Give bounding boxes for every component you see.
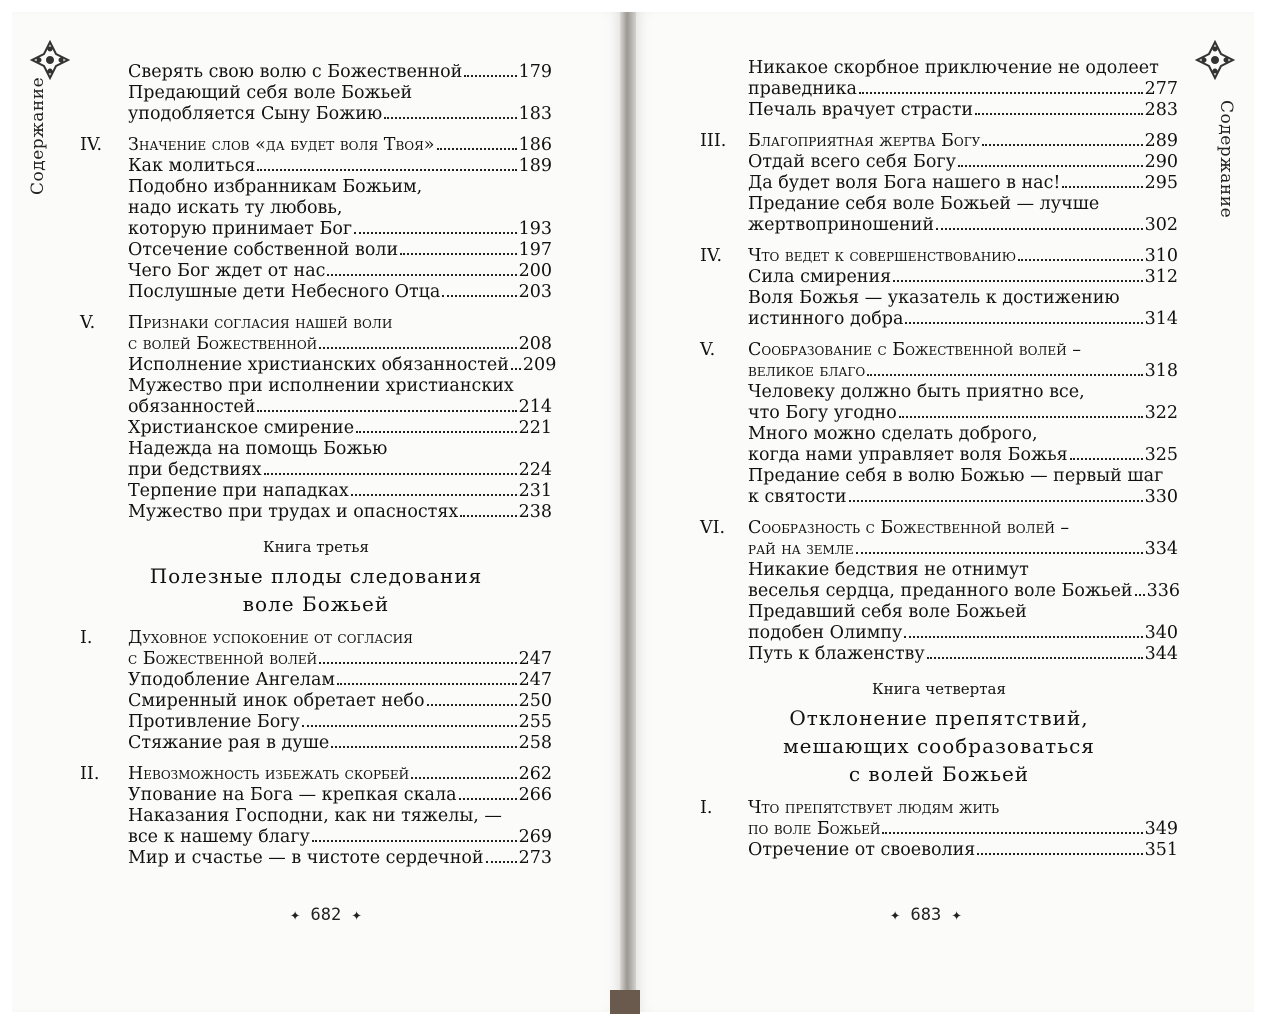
page-ref: 179 [518, 62, 552, 82]
toc-entry [700, 58, 1178, 100]
page-ref: 203 [518, 282, 552, 302]
entry-title: рай на земле [748, 539, 854, 559]
entry-title: с волей Божественной [128, 334, 318, 354]
leader-dots [257, 169, 516, 171]
page-ref: 340 [1144, 623, 1178, 643]
leader-dots [302, 725, 517, 727]
leader-dots [411, 777, 517, 779]
toc-entry [80, 62, 552, 83]
toc-entry [80, 502, 552, 523]
entry-title: когда нами управляет воля Божья [748, 445, 1068, 465]
page-ref: 351 [1144, 840, 1178, 860]
page-ref: 193 [518, 219, 552, 239]
toc-entry [80, 156, 552, 177]
book-title [80, 562, 552, 618]
leader-dots [351, 494, 517, 496]
entry-title: Значение слов «да будет воля Твоя» [128, 135, 435, 155]
entry-title-line: Никакое скорбное приключение не одолеет [748, 58, 1159, 78]
entry-title: Отдай всего себя Богу [748, 152, 956, 172]
entry-title: Сверять свою волю с Божественной [128, 62, 463, 82]
entry-title-line: Никакие бедствия не отнимут [748, 560, 1029, 580]
toc-entry [80, 261, 552, 282]
page-ref: 221 [518, 418, 552, 438]
leader-dots [1135, 594, 1145, 596]
page-ref: 344 [1144, 644, 1178, 664]
page-ref: 183 [518, 104, 552, 124]
leader-dots [927, 657, 1143, 659]
toc-entry [700, 798, 1178, 840]
leader-dots [264, 473, 517, 475]
page-ref: 200 [518, 261, 552, 281]
leader-dots [893, 280, 1142, 282]
toc-entry [700, 152, 1178, 173]
leader-dots [327, 274, 516, 276]
book-label: Книга третья [263, 538, 369, 556]
folio-left: 682 [310, 905, 342, 925]
entry-title: подобен Олимпу [748, 623, 903, 643]
book-title-line: мешающих сообразоваться [783, 734, 1095, 758]
leader-dots [856, 552, 1143, 554]
entry-title: уподобляется Сыну Божию [128, 104, 383, 124]
entry-title: Стяжание рая в душе [128, 733, 330, 753]
toc-entry [80, 481, 552, 502]
leader-dots [460, 515, 516, 517]
entry-title: с Божественной волей [128, 649, 318, 669]
leader-dots [384, 117, 516, 119]
entry-title-line: Предание себя воле Божьей — лучше [748, 194, 1100, 214]
toc-entry [700, 288, 1178, 330]
entry-title-line: Наказания Господни, как ни тяжелы, — [128, 806, 502, 826]
entry-title-line: Мужество при исполнении христианских [128, 376, 514, 396]
page-ref: 310 [1144, 246, 1178, 266]
toc-entry [80, 282, 552, 303]
toc-entry [80, 848, 552, 869]
chapter-number: VI. [700, 518, 726, 538]
toc-entry [80, 670, 552, 691]
toc-entry [80, 313, 552, 355]
toc-entry [80, 691, 552, 712]
page-ref: 189 [518, 156, 552, 176]
chapter-number: II. [80, 764, 100, 784]
page-ref: 349 [1144, 819, 1178, 839]
leader-dots [899, 416, 1143, 418]
toc-entry [80, 712, 552, 733]
toc-entry [700, 602, 1178, 644]
book-title [700, 704, 1178, 788]
page-ref: 277 [1144, 79, 1178, 99]
page-ref: 318 [1144, 361, 1178, 381]
chapter-number: III. [700, 131, 727, 151]
toc-entry [80, 240, 552, 261]
leader-dots [867, 374, 1142, 376]
toc-entry [700, 246, 1178, 267]
toc-entry [80, 418, 552, 439]
entry-title-line: Предавший себя воле Божьей [748, 602, 1027, 622]
leader-dots [882, 832, 1142, 834]
toc-entry [80, 83, 552, 125]
entry-title: Христианское смирение [128, 418, 355, 438]
page-ref: 312 [1144, 267, 1178, 287]
entry-title: что Богу угодно [748, 403, 897, 423]
page-ref: 250 [518, 691, 552, 711]
leader-dots [427, 704, 517, 706]
leader-dots [356, 431, 517, 433]
entry-title: обязанностей [128, 397, 256, 417]
leader-dots [859, 92, 1143, 94]
toc-entry [80, 177, 552, 240]
spine-edge [610, 990, 640, 1014]
page-ref: 325 [1144, 445, 1178, 465]
toc-entry [80, 733, 552, 754]
leader-dots [459, 798, 517, 800]
entry-title: Как молиться [128, 156, 256, 176]
entry-title: истинного добра [748, 309, 904, 329]
entry-title-line: Предание себя в волю Божью — первый шаг [748, 466, 1164, 486]
running-head-right: Содержание [1216, 100, 1236, 219]
leader-dots [442, 295, 516, 297]
toc-right [700, 58, 1178, 861]
entry-title: Смиренный инок обретает небо [128, 691, 425, 711]
page-ref: 334 [1144, 539, 1178, 559]
leader-dots [319, 347, 516, 349]
entry-title: Что ведет к совершенствованию [748, 246, 1017, 266]
entry-title: Противление Богу [128, 712, 300, 732]
toc-entry [700, 382, 1178, 424]
entry-title-line: Духовное успокоение от согласия [128, 628, 413, 648]
page-ref: 322 [1144, 403, 1178, 423]
page-ref: 262 [518, 764, 552, 784]
page-ref: 290 [1144, 152, 1178, 172]
toc-entry [80, 785, 552, 806]
folio-right: 683 [910, 905, 942, 925]
page-ref: 269 [518, 827, 552, 847]
chapter-number: I. [80, 628, 93, 648]
entry-title: Невозможность избежать скорбей [128, 764, 410, 784]
book-title-line: Полезные плоды следования [149, 564, 483, 588]
entry-title-line: надо искать ту любовь, [128, 198, 343, 218]
chapter-number: V. [700, 340, 716, 360]
chapter-number: V. [80, 313, 96, 333]
toc-entry [700, 466, 1178, 508]
leader-dots [958, 165, 1143, 167]
entry-title-line: Надежда на помощь Божью [128, 439, 388, 459]
toc-entry [700, 840, 1178, 861]
page-ref: 336 [1146, 581, 1180, 601]
book-title-line: Отклонение препятствий, [789, 706, 1089, 730]
leader-dots [905, 322, 1142, 324]
book-title-line: воле Божьей [242, 592, 390, 616]
page-ref: 283 [1144, 100, 1178, 120]
entry-title: Терпение при нападках [128, 481, 349, 501]
leader-dots [486, 861, 517, 863]
toc-entry [700, 267, 1178, 288]
toc-entry [80, 376, 552, 418]
entry-title: Послушные дети Небесного Отца [128, 282, 441, 302]
toc-entry [700, 424, 1178, 466]
book-label: Книга четвертая [872, 680, 1006, 698]
page-ref: 238 [518, 502, 552, 522]
entry-title-line: Человеку должно быть приятно все, [748, 382, 1085, 402]
entry-title: Уподобление Ангелам [128, 670, 336, 690]
entry-title-line: Подобно избранникам Божьим, [128, 177, 423, 197]
toc-entry [700, 560, 1178, 602]
page-ref: 247 [518, 670, 552, 690]
page-ref: 209 [522, 355, 557, 375]
page-ref: 330 [1144, 487, 1178, 507]
leader-dots [337, 683, 517, 685]
entry-title: Чего Бог ждет от нас [128, 261, 326, 281]
leader-dots [1062, 186, 1142, 188]
leader-dots [354, 232, 517, 234]
entry-title: Отречение от своеволия [748, 840, 976, 860]
entry-title: Печаль врачует страсти [748, 100, 974, 120]
toc-entry [700, 644, 1178, 665]
toc-entry [80, 806, 552, 848]
toc-entry [80, 764, 552, 785]
page-ref: 224 [518, 460, 552, 480]
leader-dots [464, 75, 516, 77]
leader-dots [257, 410, 516, 412]
page-ref: 208 [518, 334, 552, 354]
entry-title-line: Что препятствует людям жить [748, 798, 1000, 818]
toc-entry [700, 173, 1178, 194]
entry-title: которую принимает Бог [128, 219, 353, 239]
entry-title: Мужество при трудах и опасностях [128, 502, 459, 522]
ornament-icon [1195, 40, 1235, 80]
page-ref: 247 [518, 649, 552, 669]
page-ref: 302 [1144, 215, 1178, 235]
toc-entry [700, 100, 1178, 121]
page-ref: 314 [1144, 309, 1178, 329]
entry-title-line: Признаки согласия нашей воли [128, 313, 393, 333]
page-number-left: ✦ 682 ✦ [290, 905, 362, 925]
leader-dots [400, 253, 516, 255]
leader-dots [936, 228, 1143, 230]
toc-entry [700, 131, 1178, 152]
chapter-number: IV. [700, 246, 723, 266]
entry-title: веселья сердца, преданного воле Божьей [748, 581, 1133, 601]
leader-dots [312, 840, 517, 842]
leader-dots [319, 662, 516, 664]
entry-title-line: Предающий себя воле Божьей [128, 83, 413, 103]
page-ref: 197 [518, 240, 552, 260]
entry-title: Благоприятная жертва Богу [748, 131, 981, 151]
leader-dots [849, 500, 1143, 502]
entry-title-line: Сообразование с Божественной волей – [748, 340, 1081, 360]
toc-entry [700, 194, 1178, 236]
entry-title: все к нашему благу [128, 827, 310, 847]
leader-dots [437, 148, 517, 150]
toc-entry [80, 355, 557, 376]
entry-title: праведника [748, 79, 857, 99]
entry-title: Путь к блаженству [748, 644, 925, 664]
page-number-right: ✦ 683 ✦ [890, 905, 962, 925]
ornament-icon [30, 40, 70, 80]
leader-dots [977, 853, 1142, 855]
leader-dots [982, 144, 1142, 146]
toc-entry [700, 340, 1178, 382]
chapter-number: IV. [80, 135, 103, 155]
entry-title: Упование на Бога — крепкая скала [128, 785, 457, 805]
leader-dots [904, 636, 1142, 638]
running-head-left: Содержание [28, 76, 48, 195]
book-title-line: с волей Божьей [848, 762, 1030, 786]
entry-title-line: Сообразность с Божественной волей – [748, 518, 1070, 538]
toc-entry [700, 518, 1178, 560]
entry-title: к святости [748, 487, 847, 507]
entry-title: жертвоприношений [748, 215, 935, 235]
page-ref: 255 [518, 712, 552, 732]
toc-entry [80, 439, 552, 481]
entry-title: при бедствиях [128, 460, 262, 480]
page-ref: 231 [518, 481, 552, 501]
page-ref: 295 [1144, 173, 1178, 193]
page-ref: 273 [518, 848, 552, 868]
book-gutter [620, 12, 636, 1012]
entry-title-line: Много можно сделать доброго, [748, 424, 1038, 444]
page-ref: 266 [518, 785, 552, 805]
toc-entry [80, 135, 552, 156]
entry-title: Да будет воля Бога нашего в нас! [748, 173, 1061, 193]
leader-dots [511, 368, 521, 370]
leader-dots [1070, 458, 1143, 460]
entry-title: Отсечение собственной воли [128, 240, 399, 260]
toc-entry [80, 628, 552, 670]
page-ref: 214 [518, 397, 552, 417]
leader-dots [1018, 259, 1143, 261]
page-ref: 186 [518, 135, 552, 155]
page-ref: 258 [518, 733, 552, 753]
entry-title: Сила смирения [748, 267, 892, 287]
entry-title: Мир и счастье — в чистоте сердечной [128, 848, 484, 868]
chapter-number: I. [700, 798, 713, 818]
entry-title-line: Воля Божья — указатель к достижению [748, 288, 1120, 308]
entry-title: великое благо [748, 361, 866, 381]
entry-title: Исполнение христианских обязанностей [128, 355, 509, 375]
leader-dots [331, 746, 516, 748]
page-ref: 289 [1144, 131, 1178, 151]
leader-dots [975, 113, 1143, 115]
toc-left [80, 62, 557, 869]
entry-title: по воле Божьей [748, 819, 881, 839]
